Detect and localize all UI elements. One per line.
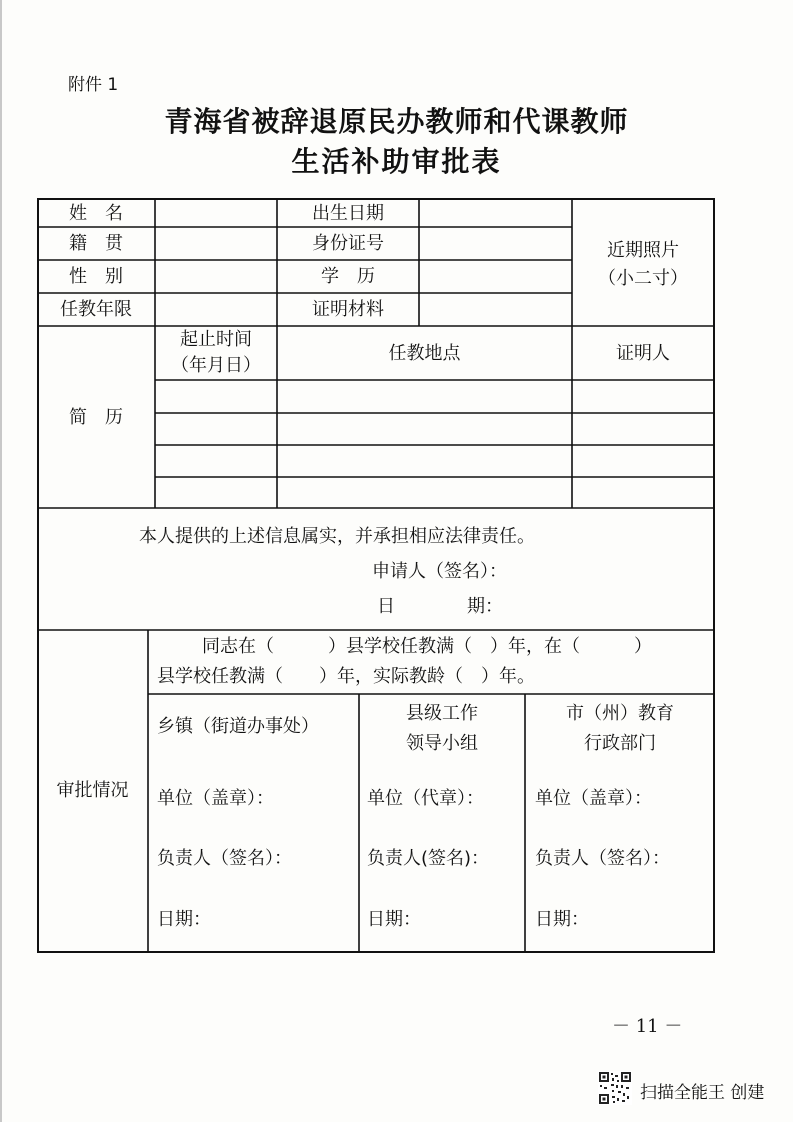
city-person-signature: 负责人（签名）：: [535, 848, 670, 869]
city-column-title-line1: 市（州）教育: [566, 703, 674, 724]
approval-text-line2: 县学校任教满（ ）年，实际教龄（ ）年。: [157, 666, 535, 687]
form-title-line2: 生活补助审批表: [291, 145, 502, 178]
applicant-signature-label: 申请人（签名）：: [372, 561, 507, 582]
declaration-date-label: 日 期：: [377, 596, 503, 617]
approval-label: 审批情况: [56, 780, 129, 801]
witness-header: 证明人: [616, 343, 670, 364]
county-column-title-line1: 县级工作: [406, 703, 478, 724]
township-person-signature: 负责人（签名）：: [157, 848, 292, 869]
period-header-line1: 起止时间: [180, 329, 252, 350]
city-date: 日期：: [535, 909, 589, 930]
photo-label-line1: 近期照片: [607, 240, 679, 261]
approval-form-table: [37, 198, 715, 953]
location-header: 任教地点: [388, 343, 461, 364]
origin-label: 籍 贯: [69, 233, 123, 254]
county-column-title-line2: 领导小组: [406, 733, 478, 754]
declaration-text: 本人提供的上述信息属实，并承担相应法律责任。: [139, 526, 535, 547]
scanner-watermark: 扫描全能王 创建: [640, 1083, 765, 1103]
teaching-years-label: 任教年限: [60, 299, 132, 320]
photo-label-line2: （小二寸）: [598, 268, 688, 289]
city-column-title-line2: 行政部门: [584, 733, 656, 754]
page-number: － 11 －: [612, 1016, 683, 1037]
birth-date-label: 出生日期: [312, 203, 384, 224]
county-unit-seal: 单位（代章）：: [367, 788, 484, 809]
proof-materials-label: 证明材料: [312, 299, 384, 320]
education-label: 学 历: [321, 266, 375, 287]
period-header-line2: （年月日）: [171, 355, 261, 376]
approval-text-line1: 同志在（ ）县学校任教满（ ）年，在（ ）: [202, 636, 652, 657]
form-title-line1: 青海省被辞退原民办教师和代课教师: [164, 105, 629, 138]
township-date: 日期：: [157, 909, 211, 930]
resume-label: 简 历: [69, 407, 123, 428]
county-person-signature: 负责人(签名)：: [367, 848, 490, 869]
township-unit-seal: 单位（盖章）：: [157, 788, 274, 809]
attachment-label: 附件 1: [68, 75, 119, 95]
city-unit-seal: 单位（盖章）：: [535, 788, 652, 809]
township-column-title: 乡镇（街道办事处）: [157, 716, 319, 737]
id-number-label: 身份证号: [312, 233, 384, 254]
name-label: 姓 名: [69, 203, 123, 224]
gender-label: 性 别: [69, 266, 123, 287]
qr-code-icon: [598, 1071, 632, 1105]
county-date: 日期：: [367, 909, 421, 930]
